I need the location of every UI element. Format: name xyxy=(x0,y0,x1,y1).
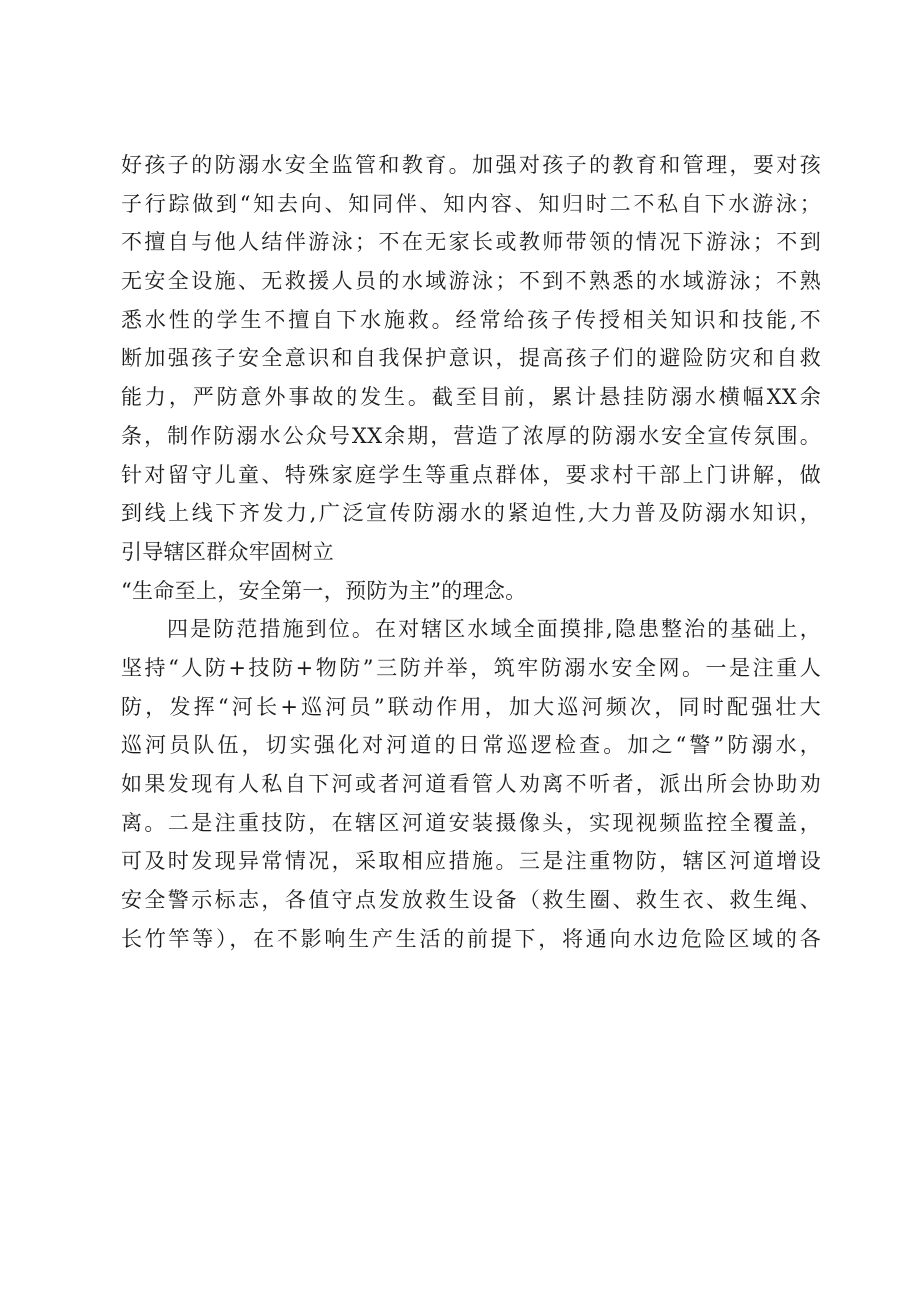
text-line: 条，制作防溺水公众号XX余期，营造了浓厚的防溺水安全宣传氛围。 xyxy=(121,423,821,448)
text-line: “生命至上，安全第一，预防为主”的理念。 xyxy=(121,578,527,603)
text-line: 断加强孩子安全意识和自我保护意识，提高孩子们的避险防灾和自救 xyxy=(121,346,821,371)
text-line: 无安全设施、无救援人员的水域游泳；不到不熟悉的水域游泳；不熟 xyxy=(121,269,821,294)
text-line: 子行踪做到“知去向、知同伴、知内容、知归时二不私自下水游泳； xyxy=(121,191,821,216)
text-line: 安全警示标志，各值守点发放救生设备（救生圈、救生衣、救生绳、 xyxy=(121,888,821,913)
text-line: 如果发现有人私自下河或者河道看管人劝离不听者，派出所会协助劝 xyxy=(121,772,821,796)
text-line: 离。二是注重技防，在辖区河道安装摄像头，实现视频监控全覆盖， xyxy=(121,810,821,835)
text-line: 长竹竿等），在不影响生产生活的前提下，将通向水边危险区域的各 xyxy=(121,926,821,951)
text-line: 巡河员队伍，切实强化对河道的日常巡逻检查。加之“警”防溺水， xyxy=(121,733,821,758)
text-line: 好孩子的防溺水安全监管和教育。加强对孩子的教育和管理，要对孩 xyxy=(121,153,821,177)
paragraph-heading-line: 四是防范措施到位。在对辖区水域全面摸排,隐患整治的基础上， xyxy=(167,617,821,642)
text-line: 防，发挥“河长+巡河员”联动作用，加大巡河频次，同时配强壮大 xyxy=(121,694,821,719)
text-line: 悉水性的学生不擅自下水施救。经常给孩子传授相关知识和技能,不 xyxy=(121,307,821,332)
text-line: 可及时发现异常情况，采取相应措施。三是注重物防，辖区河道增设 xyxy=(121,849,821,874)
body-text xyxy=(121,146,821,958)
text-line: 能力，严防意外事故的发生。截至目前，累计悬挂防溺水横幅XX余 xyxy=(121,385,821,410)
text-line: 到线上线下齐发力,广泛宣传防溺水的紧迫性,大力普及防溺水知识， xyxy=(121,501,821,526)
text-line: 不擅自与他人结伴游泳；不在无家长或教师带领的情况下游泳；不到 xyxy=(121,230,821,255)
text-line: 针对留守儿童、特殊家庭学生等重点群体，要求村干部上门讲解，做 xyxy=(121,462,821,487)
text-line: 引导辖区群众牢固树立 xyxy=(121,539,334,564)
text-line: 坚持“人防+技防+物防”三防并举，筑牢防溺水安全网。一是注重人 xyxy=(121,655,821,680)
